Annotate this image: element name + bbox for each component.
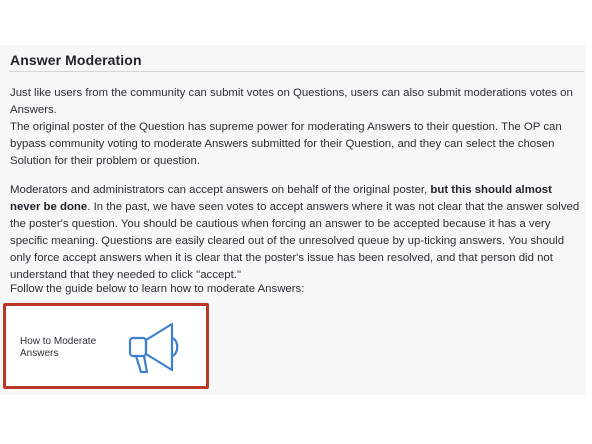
paragraph-moderators-end: . In the past, we have seen votes to accept answers where it was not clear that the answer solved the poster's question. You should be cautious when forcing an answer to be accepted because it has a very specific meaning. Questions are easily cleared out of the unresolved queue by up-ticking answers. You should only force accept answers when it is clear that the poster's issue has been resolved, and that person did not understand that they needed to click "accept." (10, 201, 580, 281)
paragraph-op-power: The original poster of the Question has supreme power for moderating Answers to their question. The OP can bypass community voting to moderate Answers submitted for their Question, and they can select the chosen Solution for their problem or question. (10, 121, 562, 167)
section-heading: Answer Moderation (10, 52, 142, 68)
paragraph-moderators (10, 182, 582, 284)
paragraph-moderators-start: Moderators and administrators can accept answers on behalf of the original poster, (10, 184, 431, 196)
paragraph-intro: Just like users from the community can submit votes on Questions, users can also submit moderations votes on Answers. (10, 87, 573, 116)
paragraph-moderators-emphasis: but this should almost never be done (10, 184, 552, 213)
paragraph-follow-guide: Follow the guide below to learn how to moderate Answers: (10, 283, 305, 295)
heading-divider (9, 71, 584, 72)
megaphone-icon (122, 316, 192, 378)
guide-card-how-to-moderate-answers[interactable] (3, 303, 209, 389)
guide-card-label: How to Moderate Answers (20, 336, 97, 359)
